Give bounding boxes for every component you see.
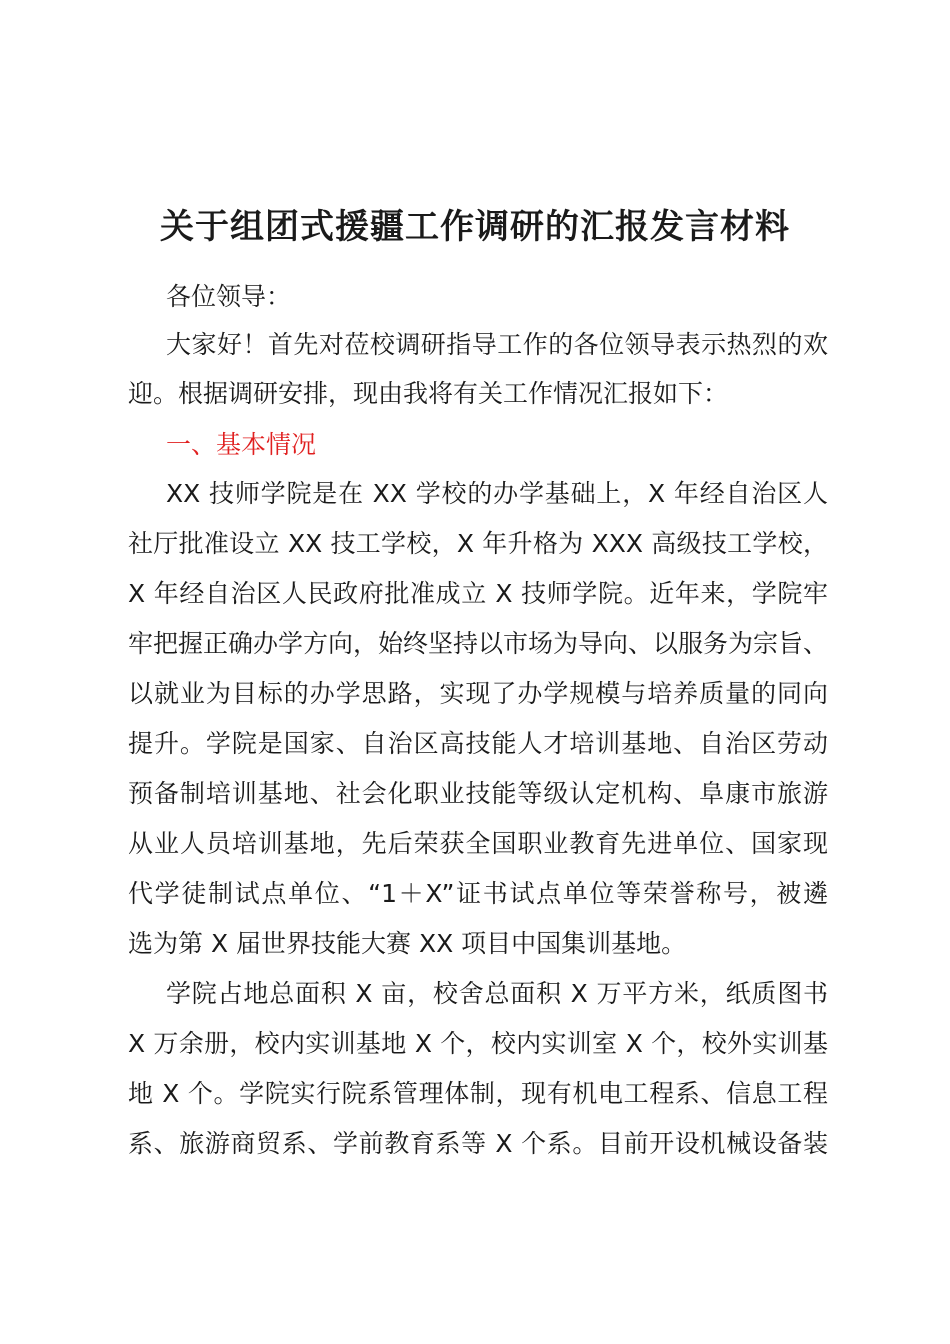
paragraph-line: 社厅批准设立 XX 技工学校，X 年升格为 XXX 高级技工学校， <box>128 529 828 558</box>
paragraph-line: 代学徒制试点单位、“1＋X”证书试点单位等荣誉称号，被遴 <box>128 879 828 908</box>
paragraph-line: XX 技师学院是在 XX 学校的办学基础上，X 年经自治区人 <box>166 479 828 508</box>
paragraph-line: 从业人员培训基地，先后荣获全国职业教育先进单位、国家现 <box>128 829 828 858</box>
paragraph-line: X 年经自治区人民政府批准成立 X 技师学院。近年来，学院牢 <box>128 579 828 608</box>
paragraph-line: 地 X 个。学院实行院系管理体制，现有机电工程系、信息工程 <box>128 1079 828 1108</box>
paragraph-line: 提升。学院是国家、自治区高技能人才培训基地、自治区劳动 <box>128 729 828 758</box>
paragraph-line: 学院占地总面积 X 亩，校舍总面积 X 万平方米，纸质图书 <box>166 979 828 1008</box>
paragraph-line: 预备制培训基地、社会化职业技能等级认定机构、阜康市旅游 <box>128 779 828 808</box>
document-title: 关于组团式援疆工作调研的汇报发言材料 <box>160 207 790 247</box>
section-heading: 一、基本情况 <box>166 430 317 459</box>
paragraph-line: 以就业为目标的办学思路，实现了办学规模与培养质量的同向 <box>128 679 828 708</box>
paragraph-line: 迎。根据调研安排，现由我将有关工作情况汇报如下： <box>128 379 729 408</box>
paragraph-line: 牢把握正确办学方向，始终坚持以市场为导向、以服务为宗旨、 <box>128 629 829 658</box>
paragraph-line: 选为第 X 届世界技能大赛 XX 项目中国集训基地。 <box>128 929 687 958</box>
paragraph-line: X 万余册，校内实训基地 X 个，校内实训室 X 个，校外实训基 <box>128 1029 828 1058</box>
paragraph-line: 大家好！首先对莅校调研指导工作的各位领导表示热烈的欢 <box>166 330 828 359</box>
paragraph-line: 系、旅游商贸系、学前教育系等 X 个系。目前开设机械设备装 <box>128 1129 828 1158</box>
salutation: 各位领导： <box>166 282 292 311</box>
